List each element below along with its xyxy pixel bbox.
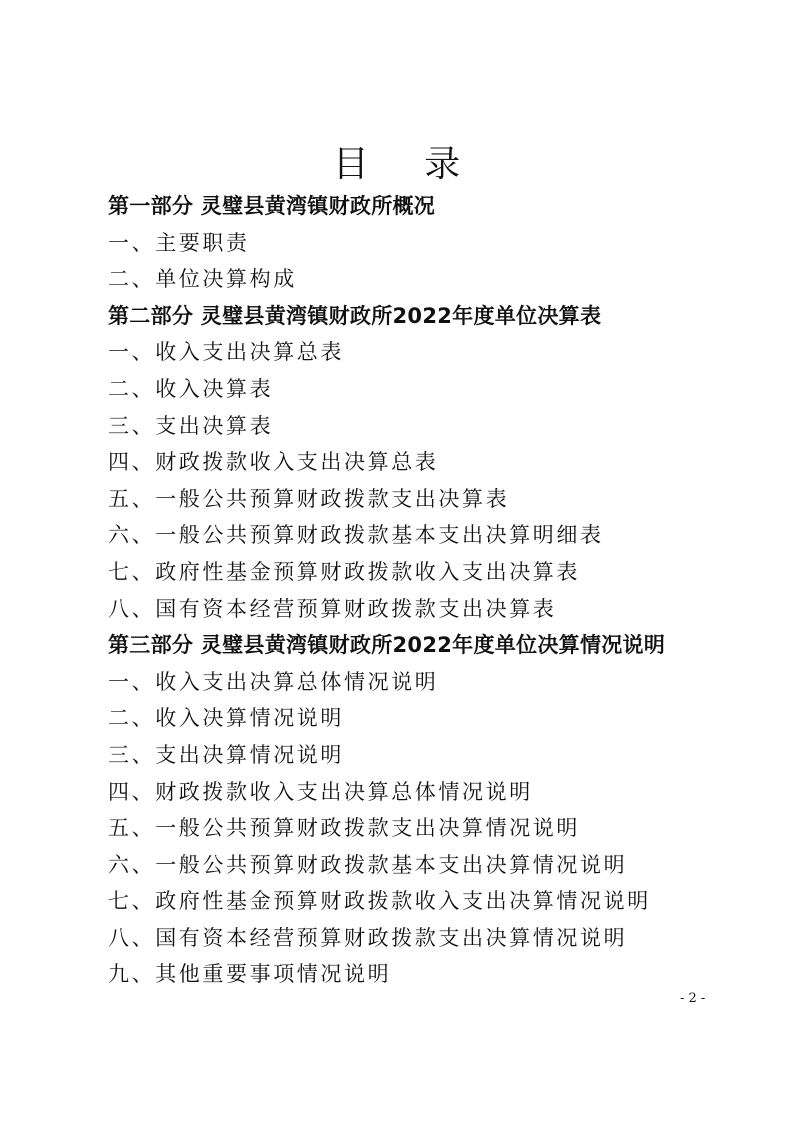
toc-item: 九、其他重要事项情况说明: [108, 962, 392, 987]
toc-item: 一、收入支出决算总表: [108, 340, 344, 365]
toc-item: 四、财政拨款收入支出决算总表: [108, 450, 439, 475]
toc-item: 八、国有资本经营预算财政拨款支出决算情况说明: [108, 925, 628, 950]
table-of-contents: [108, 188, 748, 993]
toc-item: 二、单位决算构成: [108, 267, 297, 292]
toc-item: 四、财政拨款收入支出决算总体情况说明: [108, 779, 533, 804]
toc-item: 五、一般公共预算财政拨款支出决算表: [108, 486, 510, 511]
toc-item: 二、收入决算情况说明: [108, 706, 344, 731]
toc-item: 六、一般公共预算财政拨款基本支出决算明细表: [108, 523, 604, 548]
toc-item: 七、政府性基金预算财政拨款收入支出决算情况说明: [108, 889, 651, 914]
toc-part-1-heading: 第一部分 灵璧县黄湾镇财政所概况: [108, 194, 436, 218]
toc-item: 一、主要职责: [108, 230, 250, 255]
toc-part-3-heading: 第三部分 灵璧县黄湾镇财政所2022年度单位决算情况说明: [108, 633, 666, 658]
page-number: - 2 -: [680, 991, 706, 1006]
toc-item: 五、一般公共预算财政拨款支出决算情况说明: [108, 816, 580, 841]
toc-item: 二、收入决算表: [108, 376, 274, 401]
toc-item: 三、支出决算情况说明: [108, 742, 344, 767]
toc-item: 七、政府性基金预算财政拨款收入支出决算表: [108, 559, 580, 584]
toc-part-2-heading: 第二部分 灵璧县黄湾镇财政所2022年度单位决算表: [108, 303, 602, 328]
toc-item: 三、支出决算表: [108, 413, 274, 438]
toc-title: 目 录: [332, 144, 483, 185]
toc-item: 六、一般公共预算财政拨款基本支出决算情况说明: [108, 852, 628, 877]
toc-item: 一、收入支出决算总体情况说明: [108, 669, 439, 694]
toc-item: 八、国有资本经营预算财政拨款支出决算表: [108, 596, 557, 621]
